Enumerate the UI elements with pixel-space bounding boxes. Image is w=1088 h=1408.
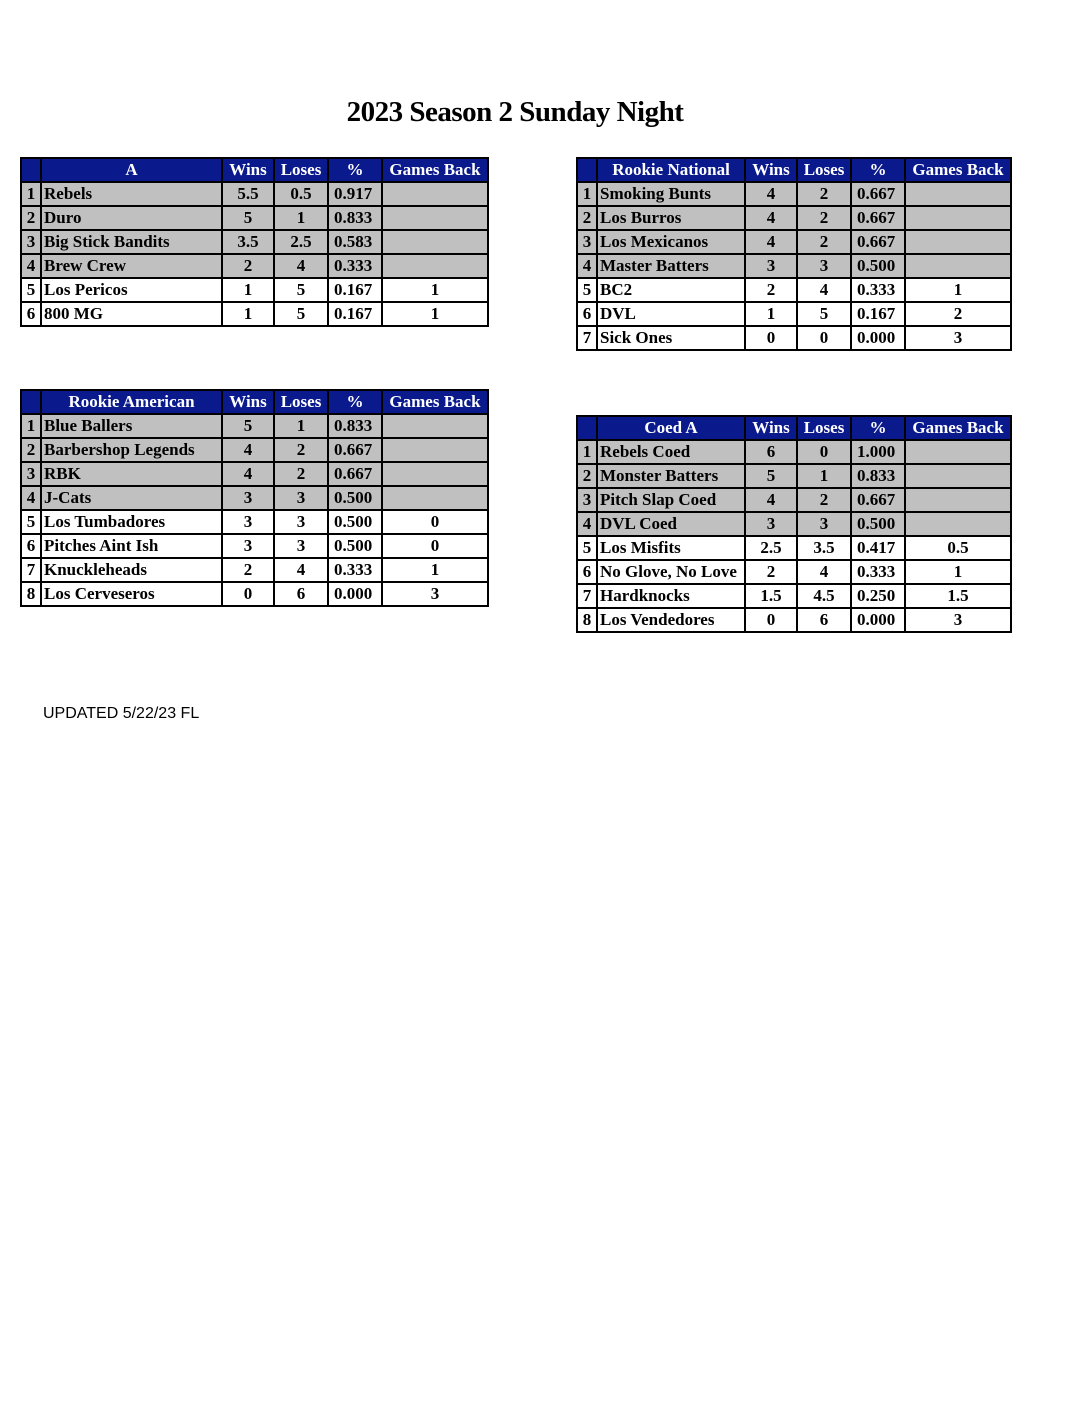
pct-cell: 0.167 xyxy=(328,278,382,302)
games-back-cell xyxy=(905,206,1011,230)
table-row xyxy=(577,512,1011,536)
wins-header: Wins xyxy=(745,416,797,440)
games-back-cell: 0.5 xyxy=(905,536,1011,560)
loses-header: Loses xyxy=(797,416,851,440)
loses-cell: 0.5 xyxy=(274,182,328,206)
games-back-cell: 0 xyxy=(382,534,488,558)
games-back-cell: 1.5 xyxy=(905,584,1011,608)
wins-cell: 5 xyxy=(222,414,274,438)
team-cell: Big Stick Bandits xyxy=(41,230,222,254)
loses-cell: 1 xyxy=(274,414,328,438)
loses-cell: 6 xyxy=(274,582,328,606)
rank-header xyxy=(577,158,597,182)
division-name: Rookie American xyxy=(41,390,222,414)
loses-cell: 2 xyxy=(274,438,328,462)
loses-cell: 2 xyxy=(797,182,851,206)
pct-cell: 0.250 xyxy=(851,584,905,608)
loses-cell: 5 xyxy=(274,278,328,302)
pct-cell: 0.667 xyxy=(851,182,905,206)
loses-cell: 2 xyxy=(274,462,328,486)
table-row xyxy=(21,582,488,606)
wins-cell: 2 xyxy=(745,560,797,584)
games-back-cell xyxy=(905,440,1011,464)
games-back-cell: 1 xyxy=(905,560,1011,584)
loses-cell: 2.5 xyxy=(274,230,328,254)
team-cell: Knuckleheads xyxy=(41,558,222,582)
rank-cell: 2 xyxy=(577,206,597,230)
table-row xyxy=(577,488,1011,512)
loses-cell: 3 xyxy=(274,534,328,558)
wins-cell: 1 xyxy=(222,302,274,326)
team-cell: Rebels Coed xyxy=(597,440,745,464)
table-row xyxy=(21,558,488,582)
wins-cell: 3 xyxy=(745,254,797,278)
games-back-cell xyxy=(382,206,488,230)
team-cell: Monster Batters xyxy=(597,464,745,488)
table-row xyxy=(577,536,1011,560)
table-row xyxy=(577,230,1011,254)
games-back-cell: 1 xyxy=(382,302,488,326)
games-back-cell xyxy=(905,230,1011,254)
games-back-header: Games Back xyxy=(905,416,1011,440)
pct-header: % xyxy=(851,416,905,440)
team-cell: Master Batters xyxy=(597,254,745,278)
rank-cell: 3 xyxy=(577,230,597,254)
games-back-header: Games Back xyxy=(905,158,1011,182)
loses-cell: 6 xyxy=(797,608,851,632)
loses-cell: 2 xyxy=(797,488,851,512)
pct-cell: 0.000 xyxy=(851,608,905,632)
games-back-cell xyxy=(382,230,488,254)
games-back-cell: 2 xyxy=(905,302,1011,326)
games-back-cell: 1 xyxy=(382,558,488,582)
pct-cell: 0.833 xyxy=(328,414,382,438)
rank-cell: 8 xyxy=(577,608,597,632)
games-back-cell xyxy=(905,182,1011,206)
pct-cell: 0.333 xyxy=(851,560,905,584)
rank-cell: 6 xyxy=(21,302,41,326)
games-back-header: Games Back xyxy=(382,390,488,414)
rank-cell: 7 xyxy=(577,326,597,350)
rank-cell: 6 xyxy=(577,560,597,584)
rank-cell: 1 xyxy=(21,414,41,438)
loses-cell: 2 xyxy=(797,206,851,230)
rank-cell: 3 xyxy=(21,462,41,486)
wins-cell: 2 xyxy=(222,254,274,278)
wins-cell: 6 xyxy=(745,440,797,464)
page-title: 2023 Season 2 Sunday Night xyxy=(346,96,684,128)
wins-cell: 3 xyxy=(745,512,797,536)
wins-cell: 1 xyxy=(745,302,797,326)
table-row xyxy=(577,206,1011,230)
header-row xyxy=(577,158,1011,182)
team-cell: J-Cats xyxy=(41,486,222,510)
team-cell: Los Tumbadores xyxy=(41,510,222,534)
loses-cell: 0 xyxy=(797,326,851,350)
rank-cell: 4 xyxy=(21,486,41,510)
table-row xyxy=(21,230,488,254)
rank-cell: 6 xyxy=(21,534,41,558)
wins-cell: 4 xyxy=(222,438,274,462)
wins-cell: 2 xyxy=(745,278,797,302)
loses-cell: 4 xyxy=(274,558,328,582)
team-cell: Los Mexicanos xyxy=(597,230,745,254)
loses-cell: 1 xyxy=(797,464,851,488)
rank-cell: 3 xyxy=(577,488,597,512)
header-row xyxy=(577,416,1011,440)
team-cell: Pitches Aint Ish xyxy=(41,534,222,558)
loses-cell: 3 xyxy=(274,486,328,510)
rank-cell: 6 xyxy=(577,302,597,326)
pct-cell: 0.667 xyxy=(851,206,905,230)
loses-header: Loses xyxy=(274,390,328,414)
pct-cell: 0.500 xyxy=(851,254,905,278)
wins-cell: 4 xyxy=(745,488,797,512)
standings-table-a xyxy=(20,157,489,327)
loses-header: Loses xyxy=(797,158,851,182)
rank-cell: 5 xyxy=(21,278,41,302)
games-back-cell: 1 xyxy=(382,278,488,302)
loses-cell: 4.5 xyxy=(797,584,851,608)
team-cell: RBK xyxy=(41,462,222,486)
table-row xyxy=(577,182,1011,206)
updated-note: UPDATED 5/22/23 FL xyxy=(43,705,200,722)
pct-cell: 0.417 xyxy=(851,536,905,560)
team-cell: Rebels xyxy=(41,182,222,206)
table-row xyxy=(21,534,488,558)
rank-cell: 4 xyxy=(577,254,597,278)
rank-cell: 1 xyxy=(21,182,41,206)
standings-table-coed-a xyxy=(576,415,1012,633)
wins-cell: 1 xyxy=(222,278,274,302)
loses-cell: 3 xyxy=(797,254,851,278)
loses-cell: 4 xyxy=(274,254,328,278)
team-cell: Smoking Bunts xyxy=(597,182,745,206)
table-row xyxy=(21,278,488,302)
wins-cell: 0 xyxy=(745,608,797,632)
team-cell: Duro xyxy=(41,206,222,230)
rank-cell: 7 xyxy=(577,584,597,608)
pct-cell: 0.500 xyxy=(851,512,905,536)
team-cell: Hardknocks xyxy=(597,584,745,608)
games-back-header: Games Back xyxy=(382,158,488,182)
pct-cell: 0.333 xyxy=(328,558,382,582)
rank-cell: 2 xyxy=(21,438,41,462)
rank-cell: 7 xyxy=(21,558,41,582)
table-row xyxy=(577,326,1011,350)
rank-cell: 1 xyxy=(577,440,597,464)
games-back-cell xyxy=(382,254,488,278)
table-row xyxy=(21,182,488,206)
team-cell: DVL Coed xyxy=(597,512,745,536)
standings-table-rookie-national xyxy=(576,157,1012,351)
pct-cell: 0.167 xyxy=(851,302,905,326)
table-row xyxy=(577,560,1011,584)
rank-cell: 2 xyxy=(577,464,597,488)
loses-cell: 1 xyxy=(274,206,328,230)
wins-cell: 2 xyxy=(222,558,274,582)
games-back-cell: 3 xyxy=(905,608,1011,632)
games-back-cell xyxy=(382,462,488,486)
rank-header xyxy=(21,158,41,182)
rank-cell: 8 xyxy=(21,582,41,606)
games-back-cell xyxy=(905,488,1011,512)
pct-header: % xyxy=(328,158,382,182)
pct-cell: 0.167 xyxy=(328,302,382,326)
rank-header xyxy=(577,416,597,440)
standings-table-rookie-american xyxy=(20,389,489,607)
wins-cell: 4 xyxy=(222,462,274,486)
table-row xyxy=(21,510,488,534)
wins-cell: 5 xyxy=(745,464,797,488)
division-name: Coed A xyxy=(597,416,745,440)
table-row xyxy=(21,414,488,438)
loses-cell: 5 xyxy=(797,302,851,326)
division-name: Rookie National xyxy=(597,158,745,182)
pct-cell: 0.583 xyxy=(328,230,382,254)
games-back-cell: 3 xyxy=(382,582,488,606)
wins-cell: 2.5 xyxy=(745,536,797,560)
team-cell: Sick Ones xyxy=(597,326,745,350)
wins-cell: 3.5 xyxy=(222,230,274,254)
team-cell: Barbershop Legends xyxy=(41,438,222,462)
team-cell: No Glove, No Love xyxy=(597,560,745,584)
pct-cell: 0.500 xyxy=(328,486,382,510)
loses-header: Loses xyxy=(274,158,328,182)
table-row xyxy=(21,486,488,510)
pct-cell: 0.500 xyxy=(328,534,382,558)
games-back-cell xyxy=(905,512,1011,536)
rank-cell: 5 xyxy=(577,278,597,302)
wins-cell: 0 xyxy=(745,326,797,350)
games-back-cell xyxy=(905,464,1011,488)
pct-cell: 0.833 xyxy=(851,464,905,488)
loses-cell: 3.5 xyxy=(797,536,851,560)
pct-cell: 0.667 xyxy=(328,462,382,486)
pct-cell: 0.333 xyxy=(328,254,382,278)
team-cell: Los Pericos xyxy=(41,278,222,302)
team-cell: Brew Crew xyxy=(41,254,222,278)
table-row xyxy=(577,608,1011,632)
header-row xyxy=(21,390,488,414)
table-row xyxy=(21,254,488,278)
loses-cell: 3 xyxy=(274,510,328,534)
games-back-cell xyxy=(382,438,488,462)
team-cell: Pitch Slap Coed xyxy=(597,488,745,512)
rank-cell: 1 xyxy=(577,182,597,206)
wins-header: Wins xyxy=(222,390,274,414)
loses-cell: 5 xyxy=(274,302,328,326)
header-row xyxy=(21,158,488,182)
pct-cell: 0.333 xyxy=(851,278,905,302)
division-name: A xyxy=(41,158,222,182)
wins-header: Wins xyxy=(745,158,797,182)
rank-cell: 4 xyxy=(21,254,41,278)
team-cell: Los Burros xyxy=(597,206,745,230)
rank-header xyxy=(21,390,41,414)
wins-cell: 3 xyxy=(222,534,274,558)
table-row xyxy=(577,584,1011,608)
wins-cell: 5 xyxy=(222,206,274,230)
rank-cell: 5 xyxy=(21,510,41,534)
rank-cell: 3 xyxy=(21,230,41,254)
table-row xyxy=(577,278,1011,302)
team-cell: Blue Ballers xyxy=(41,414,222,438)
wins-header: Wins xyxy=(222,158,274,182)
table-row xyxy=(577,440,1011,464)
loses-cell: 4 xyxy=(797,560,851,584)
games-back-cell: 1 xyxy=(905,278,1011,302)
loses-cell: 0 xyxy=(797,440,851,464)
table-row xyxy=(21,462,488,486)
pct-header: % xyxy=(851,158,905,182)
pct-cell: 0.667 xyxy=(851,488,905,512)
games-back-cell xyxy=(382,486,488,510)
wins-cell: 4 xyxy=(745,230,797,254)
loses-cell: 3 xyxy=(797,512,851,536)
pct-cell: 0.667 xyxy=(851,230,905,254)
table-row xyxy=(577,302,1011,326)
table-row xyxy=(577,464,1011,488)
team-cell: Los Vendedores xyxy=(597,608,745,632)
games-back-cell: 3 xyxy=(905,326,1011,350)
rank-cell: 4 xyxy=(577,512,597,536)
wins-cell: 1.5 xyxy=(745,584,797,608)
pct-cell: 0.917 xyxy=(328,182,382,206)
team-cell: BC2 xyxy=(597,278,745,302)
team-cell: Los Cerveseros xyxy=(41,582,222,606)
loses-cell: 4 xyxy=(797,278,851,302)
team-cell: Los Misfits xyxy=(597,536,745,560)
loses-cell: 2 xyxy=(797,230,851,254)
wins-cell: 4 xyxy=(745,206,797,230)
table-row xyxy=(21,206,488,230)
table-row xyxy=(21,438,488,462)
team-cell: 800 MG xyxy=(41,302,222,326)
wins-cell: 0 xyxy=(222,582,274,606)
pct-cell: 1.000 xyxy=(851,440,905,464)
games-back-cell xyxy=(382,414,488,438)
wins-cell: 3 xyxy=(222,486,274,510)
games-back-cell: 0 xyxy=(382,510,488,534)
rank-cell: 5 xyxy=(577,536,597,560)
pct-header: % xyxy=(328,390,382,414)
pct-cell: 0.000 xyxy=(851,326,905,350)
wins-cell: 3 xyxy=(222,510,274,534)
wins-cell: 5.5 xyxy=(222,182,274,206)
table-row xyxy=(21,302,488,326)
games-back-cell xyxy=(905,254,1011,278)
pct-cell: 0.833 xyxy=(328,206,382,230)
table-row xyxy=(577,254,1011,278)
pct-cell: 0.000 xyxy=(328,582,382,606)
wins-cell: 4 xyxy=(745,182,797,206)
rank-cell: 2 xyxy=(21,206,41,230)
team-cell: DVL xyxy=(597,302,745,326)
games-back-cell xyxy=(382,182,488,206)
pct-cell: 0.667 xyxy=(328,438,382,462)
pct-cell: 0.500 xyxy=(328,510,382,534)
